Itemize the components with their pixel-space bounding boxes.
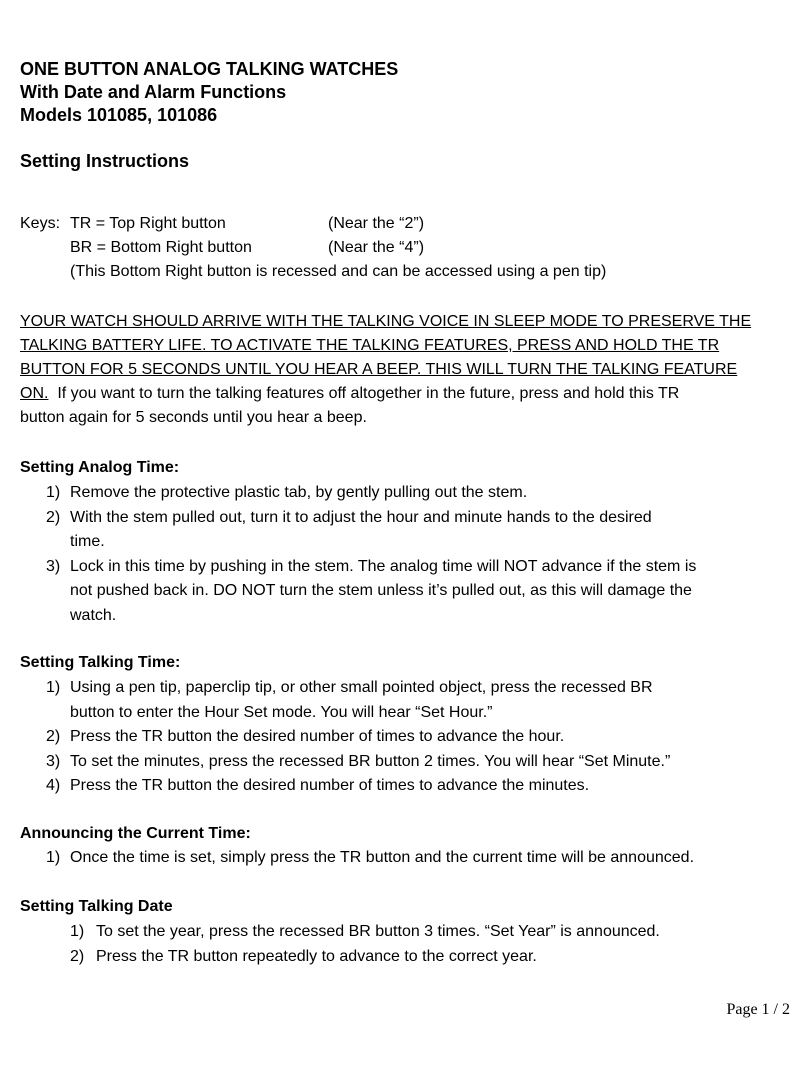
list-item-text: watch.	[70, 606, 117, 624]
warning-line-4-rest: If you want to turn the talking features off altogether in the future, press and hold this TR	[48, 385, 680, 402]
analog-heading: Setting Analog Time:	[20, 459, 180, 476]
list-item-text: Remove the protective plastic tab, by gently pulling out the stem.	[70, 484, 528, 501]
list-item-text: Using a pen tip, paperclip tip, or other small pointed object, press the recessed BR	[70, 679, 653, 696]
list-item-text: Press the TR button repeatedly to advance to the correct year.	[96, 947, 537, 965]
announce-heading: Announcing the Current Time:	[20, 825, 251, 842]
key-tr-location: (Near the “2”)	[328, 215, 425, 232]
list-item-text: To set the year, press the recessed BR button 3 times. “Set Year” is announced.	[96, 923, 660, 940]
list-item-text: Press the TR button the desired number of times to advance the hour.	[70, 728, 565, 745]
document-subtitle: With Date and Alarm Functions	[20, 82, 287, 102]
list-item-number: 4)	[46, 777, 61, 794]
key-br-location: (Near the “4”)	[328, 239, 425, 256]
warning-line-1: YOUR WATCH SHOULD ARRIVE WITH THE TALKING VOICE IN SLEEP MODE TO PRESERVE THE	[20, 313, 752, 330]
warning-line-3: BUTTON FOR 5 SECONDS UNTIL YOU HEAR A BEEP. THIS WILL TURN THE TALKING FEATURE	[20, 361, 738, 378]
list-item-number: 1)	[70, 923, 85, 940]
models-line: Models 101085, 101086	[20, 105, 218, 125]
document-title: ONE BUTTON ANALOG TALKING WATCHES	[20, 59, 399, 79]
warning-line-5: button again for 5 seconds until you hear a beep.	[20, 409, 367, 426]
list-item-text: With the stem pulled out, turn it to adjust the hour and minute hands to the desired	[70, 508, 652, 526]
list-item-number: 1)	[46, 849, 61, 866]
key-br-text: BR = Bottom Right button	[70, 239, 252, 256]
date-heading: Setting Talking Date	[20, 898, 173, 915]
list-item-number: 3)	[46, 752, 61, 770]
list-item-number: 2)	[46, 508, 61, 526]
list-item-text: button to enter the Hour Set mode. You will hear “Set Hour.”	[70, 703, 493, 721]
page-number: Page 1 / 2	[726, 1001, 790, 1018]
list-item-text: not pushed back in. DO NOT turn the stem unless it’s pulled out, as this will damage the	[70, 582, 692, 599]
warning-line-4	[20, 382, 679, 406]
list-item-number: 2)	[46, 728, 61, 745]
list-item-text: To set the minutes, press the recessed BR button 2 times. You will hear “Set Minute.”	[70, 752, 671, 770]
list-item-text: time.	[70, 533, 105, 550]
list-item-text: Once the time is set, simply press the TR button and the current time will be announced.	[70, 849, 695, 866]
list-item-number: 1)	[46, 679, 61, 696]
talking-heading: Setting Talking Time:	[20, 654, 181, 671]
list-item-number: 2)	[70, 947, 85, 965]
list-item-number: 1)	[46, 484, 61, 501]
key-tr-text: TR = Top Right button	[70, 215, 226, 232]
list-item-number: 3)	[46, 557, 61, 575]
warning-line-2: TALKING BATTERY LIFE. TO ACTIVATE THE TALKING FEATURES, PRESS AND HOLD THE TR	[20, 337, 720, 354]
keys-note: (This Bottom Right button is recessed and can be accessed using a pen tip)	[70, 263, 607, 280]
list-item-text: Lock in this time by pushing in the stem. The analog time will NOT advance if the stem is	[70, 557, 697, 575]
list-item-text: Press the TR button the desired number of times to advance the minutes.	[70, 777, 590, 794]
section-title: Setting Instructions	[20, 151, 190, 171]
warning-line-4-underlined: ON.	[20, 385, 49, 402]
keys-label: Keys:	[20, 215, 61, 232]
